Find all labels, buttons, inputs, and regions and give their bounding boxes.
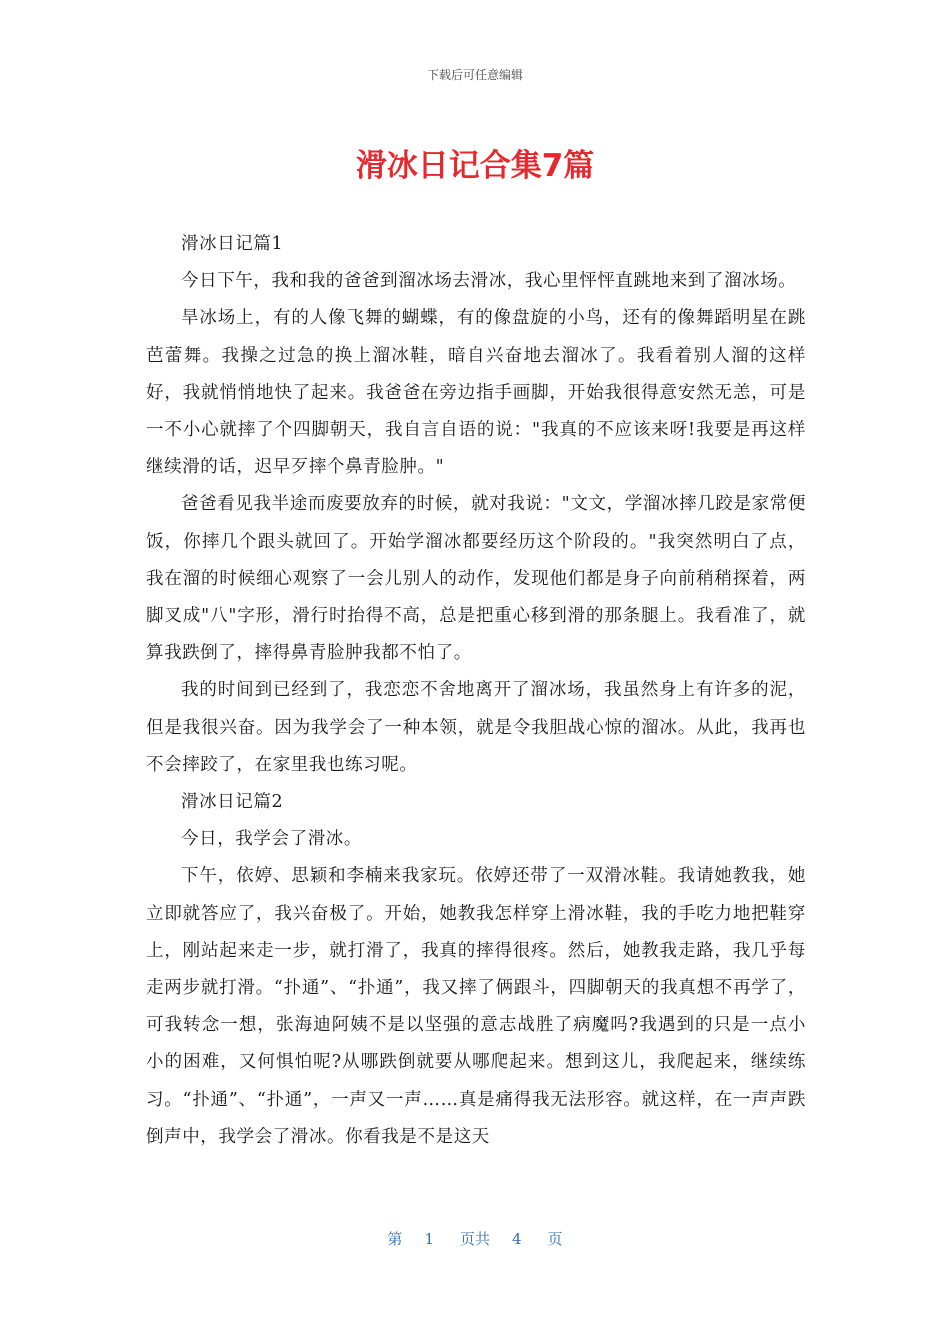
- paragraph: 今日下午，我和我的爸爸到溜冰场去滑冰，我心里怦怦直跳地来到了溜冰场。: [181, 271, 797, 292]
- footer-suffix: 页: [547, 1230, 563, 1248]
- paragraph: 今日，我学会了滑冰。: [181, 829, 362, 850]
- paragraph: 下午，依婷、思颖和李楠来我家玩。依婷还带了一双滑冰鞋。我请她教我，她立即就答应了，我兴奋极了。开始，她教我怎样穿上滑冰鞋，我的手吃力地把鞋穿上，刚站起来走一步，就打滑了，我真的摔得很疼。然后，她教我走路，我几乎每走两步就打滑。“扑通”、“扑通”，我又摔了俩跟斗，四脚朝天的我真想不再学了，可我转念一想，张海迪阿姨不是以坚强的意志战胜了病魔吗?我遇到的只是一点小小的困难，又何惧怕呢?从哪跌倒就要从哪爬起来。想到这儿，我爬起来，继续练习。“扑通”、“扑通”，一声又一声……真是痛得我无法形容。就这样，在一声声跌倒声中，我学会了滑冰。你看我是不是这天: [146, 866, 806, 1147]
- paragraph: 我的时间到已经到了，我恋恋不舍地离开了溜冰场，我虽然身上有许多的泥，但是我很兴奋。因为我学会了一种本领，就是令我胆战心惊的溜冰。从此，我再也不会摔跤了，在家里我也练习呢。: [146, 680, 806, 775]
- document-body: [146, 226, 806, 1156]
- footer-prefix: 第: [387, 1230, 403, 1248]
- section-heading-2: 滑冰日记篇2: [181, 792, 284, 813]
- footer-middle: 页共: [459, 1230, 490, 1248]
- paragraph: 旱冰场上，有的人像飞舞的蝴蝶，有的像盘旋的小鸟，还有的像舞蹈明星在跳芭蕾舞。我操之过急的换上溜冰鞋，暗自兴奋地去溜冰了。我看着别人溜的这样好，我就悄悄地快了起来。我爸爸在旁边指手画脚，开始我很得意安然无恙，可是一不小心就摔了个四脚朝天，我自言自语的说："我真的不应该来呀!我要是再这样继续滑的话，迟早歹摔个鼻青脸肿。": [146, 308, 806, 478]
- footer-page-number: 1: [424, 1230, 434, 1248]
- page-header-note: 下载后可任意编辑: [426, 68, 523, 82]
- section-heading-1: 滑冰日记篇1: [181, 234, 284, 254]
- paragraph: 爸爸看见我半途而废要放弃的时候，就对我说："文文，学溜冰摔几跤是家常便饭，你摔几个跟头就回了。开始学溜冰都要经历这个阶段的。"我突然明白了点，我在溜的时候细心观察了一会儿别人的动作，发现他们都是身子向前稍稍探着，两脚叉成"八"字形，滑行时抬得不高，总是把重心移到滑的那条腿上。我看准了，就算我跌倒了，摔得鼻青脸肿我都不怕了。: [146, 494, 806, 664]
- page-footer: [0, 1228, 950, 1250]
- document-title: 滑冰日记合集7篇: [355, 148, 595, 184]
- footer-total-pages: 4: [512, 1230, 522, 1248]
